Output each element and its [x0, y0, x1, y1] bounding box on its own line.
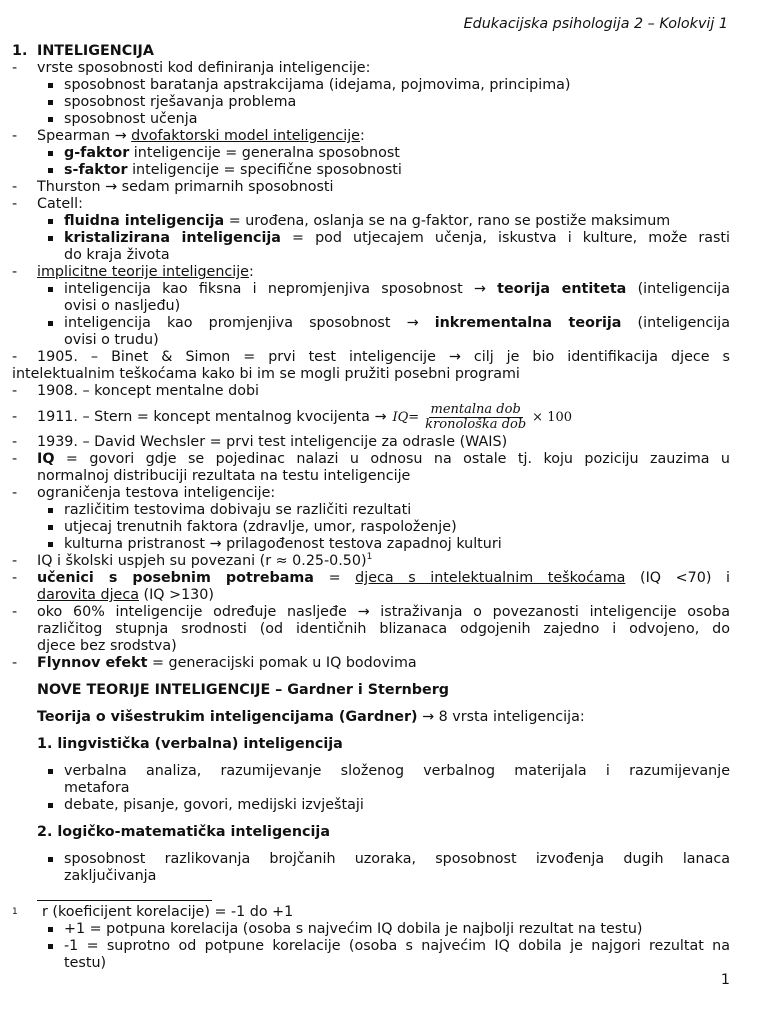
bullet-icon [48, 525, 53, 530]
iq-formula: IQ = $\frac{\text{mentalna dob}}{\text{kronološka dob}}$ × 100 [392, 401, 573, 432]
sub-list-item: verbalna analiza, razumijevanje složenog verbalnog materijala i razumijevanje [12, 763, 730, 780]
document-body [12, 43, 730, 885]
bullet-icon [48, 117, 53, 122]
list-item: - Spearman → dvofaktorski model inteligencije: [12, 128, 365, 144]
list-item: - vrste sposobnosti kod definiranja inteligencije: [12, 60, 371, 76]
sub-list-item: sposobnost razlikovanja brojčanih uzoraka, sposobnost izvođenja dugih lanaca [12, 851, 730, 868]
footnote-ref: 1 [366, 552, 373, 563]
list-item-continuation: djece bez srodstva) [37, 638, 177, 654]
list-item: - oko 60% inteligencije određuje nasljeđe → istraživanja o povezanosti inteligencije osoba [12, 604, 730, 620]
footnote-item-continuation: testu) [64, 955, 107, 971]
list-item-continuation: normalnoj distribuciji rezultata na testu inteligencije [37, 468, 411, 484]
sub-list-item: sposobnost učenja [12, 111, 730, 128]
sub-list-item: utjecaj trenutnih faktora (zdravlje, umor, raspoloženje) [12, 519, 730, 536]
bullet-icon [48, 168, 53, 173]
sub-list-item: kulturna pristranost → prilagođenost testova zapadnoj kulturi [12, 536, 730, 553]
section-intro: Teorija o višestrukim inteligencijama (Gardner) → 8 vrsta inteligencija: [37, 709, 585, 725]
bullet-icon [48, 321, 53, 326]
list-item: - 1911. – Stern = koncept mentalnog kvocijenta → IQ = $\frac{\text{mentalna dob}}{\text{kronološka dob}}$ × 100 [12, 400, 730, 434]
list-item: - Flynnov efekt = generacijski pomak u IQ bodovima [12, 655, 417, 671]
bullet-icon [48, 100, 53, 105]
footnote-separator [37, 900, 212, 901]
bullet-icon [48, 219, 53, 224]
footnote-item: +1 = potpuna korelacija (osoba s najvećim IQ dobila je najbolji rezultat na testu) [12, 921, 730, 938]
bullet-icon [48, 769, 53, 774]
sub-list-item-continuation: ovisi o nasljeđu) [64, 298, 181, 314]
sub-list-item-continuation: ovisi o trudu) [64, 332, 159, 348]
formula-denominator: kronološka dob [425, 416, 527, 432]
bullet-icon [48, 236, 53, 241]
formula-numerator: mentalna dob [430, 401, 521, 417]
sub-list-item: debate, pisanje, govori, medijski izvještaji [12, 797, 730, 814]
section-heading: NOVE TEORIJE INTELIGENCIJE – Gardner i Sternberg [37, 682, 450, 698]
page-header: Edukacijska psihologija 2 – Kolokvij 1 [463, 16, 728, 32]
list-item: - 1939. – David Wechsler = prvi test inteligencije za odrasle (WAIS) [12, 434, 508, 450]
sub-list-item: s-faktor inteligencije = specifične sposobnosti [12, 162, 730, 179]
list-item-continuation: intelektualnim teškoćama kako bi im se mogli pružiti posebni programi [12, 366, 520, 382]
list-item: - IQ i školski uspjeh su povezani (r ≈ 0.25-0.50)$^1$ [12, 552, 373, 569]
sub-list-item: sposobnost rješavanja problema [12, 94, 730, 111]
sub-list-item-continuation: zaključivanja [64, 868, 157, 884]
page-number: 1 [720, 972, 730, 988]
footnote [12, 904, 730, 972]
bullet-icon [48, 83, 53, 88]
bullet-icon [48, 944, 53, 949]
list-item: - IQ = govori gdje se pojedinac nalazi u odnosu na ostale tj. koju poziciju zauzima u [12, 451, 730, 467]
sub-list-item: inteligencija kao fiksna i nepromjenjiva sposobnost → teorija entiteta (inteligencija [12, 281, 730, 298]
subsection-heading: 2. logičko-matematička inteligencija [37, 824, 330, 840]
sub-list-item: kristalizirana inteligencija = pod utjecajem učenja, iskustva i kulture, može rasti [12, 230, 730, 247]
bullet-icon [48, 287, 53, 292]
sub-list-item-continuation: metafora [64, 780, 130, 796]
subsection-heading: 1. lingvistička (verbalna) inteligencija [37, 736, 343, 752]
list-item-continuation: darovita djeca (IQ >130) [37, 587, 214, 603]
list-item: - 1905. – Binet & Simon = prvi test inteligencije → cilj je bio identifikacija djece s [12, 349, 730, 365]
sub-list-item: g-faktor inteligencije = generalna sposobnost [12, 145, 730, 162]
bullet-icon [48, 803, 53, 808]
list-item: - implicitne teorije inteligencije: [12, 264, 254, 280]
sub-list-item: inteligencija kao promjenjiva sposobnost → inkrementalna teorija (inteligencija [12, 315, 730, 332]
list-item-continuation: različitog stupnja srodnosti (od identičnih blizanaca odgojenih zajedno i odvojeno, do [37, 621, 730, 637]
list-item: - Thurston → sedam primarnih sposobnosti [12, 179, 334, 195]
sub-list-item: fluidna inteligencija = urođena, oslanja se na g-faktor, rano se postiže maksimum [12, 213, 730, 230]
bullet-icon [48, 927, 53, 932]
footnote-text: r (koeficijent korelacije) = -1 do +1 [42, 904, 294, 920]
list-item: - 1908. – koncept mentalne dobi [12, 383, 260, 399]
list-item: - Catell: [12, 196, 83, 212]
heading-inteligencija: 1. INTELIGENCIJA [12, 43, 154, 59]
bullet-icon [48, 508, 53, 513]
sub-list-item-continuation: do kraja života [64, 247, 170, 263]
footnote-marker: 1 [12, 907, 18, 917]
list-item: - učenici s posebnim potrebama = djeca s intelektualnim teškoćama (IQ <70) i [12, 570, 730, 586]
sub-list-item: sposobnost baratanja apstrakcijama (idejama, pojmovima, principima) [12, 77, 730, 94]
footnote-item: -1 = suprotno od potpune korelacije (osoba s najvećim IQ dobila je najgori rezultat na [12, 938, 730, 955]
sub-list-item: različitim testovima dobivaju se različiti rezultati [12, 502, 730, 519]
bullet-icon [48, 857, 53, 862]
list-item: - ograničenja testova inteligencije: [12, 485, 276, 501]
bullet-icon [48, 151, 53, 156]
bullet-icon [48, 542, 53, 547]
